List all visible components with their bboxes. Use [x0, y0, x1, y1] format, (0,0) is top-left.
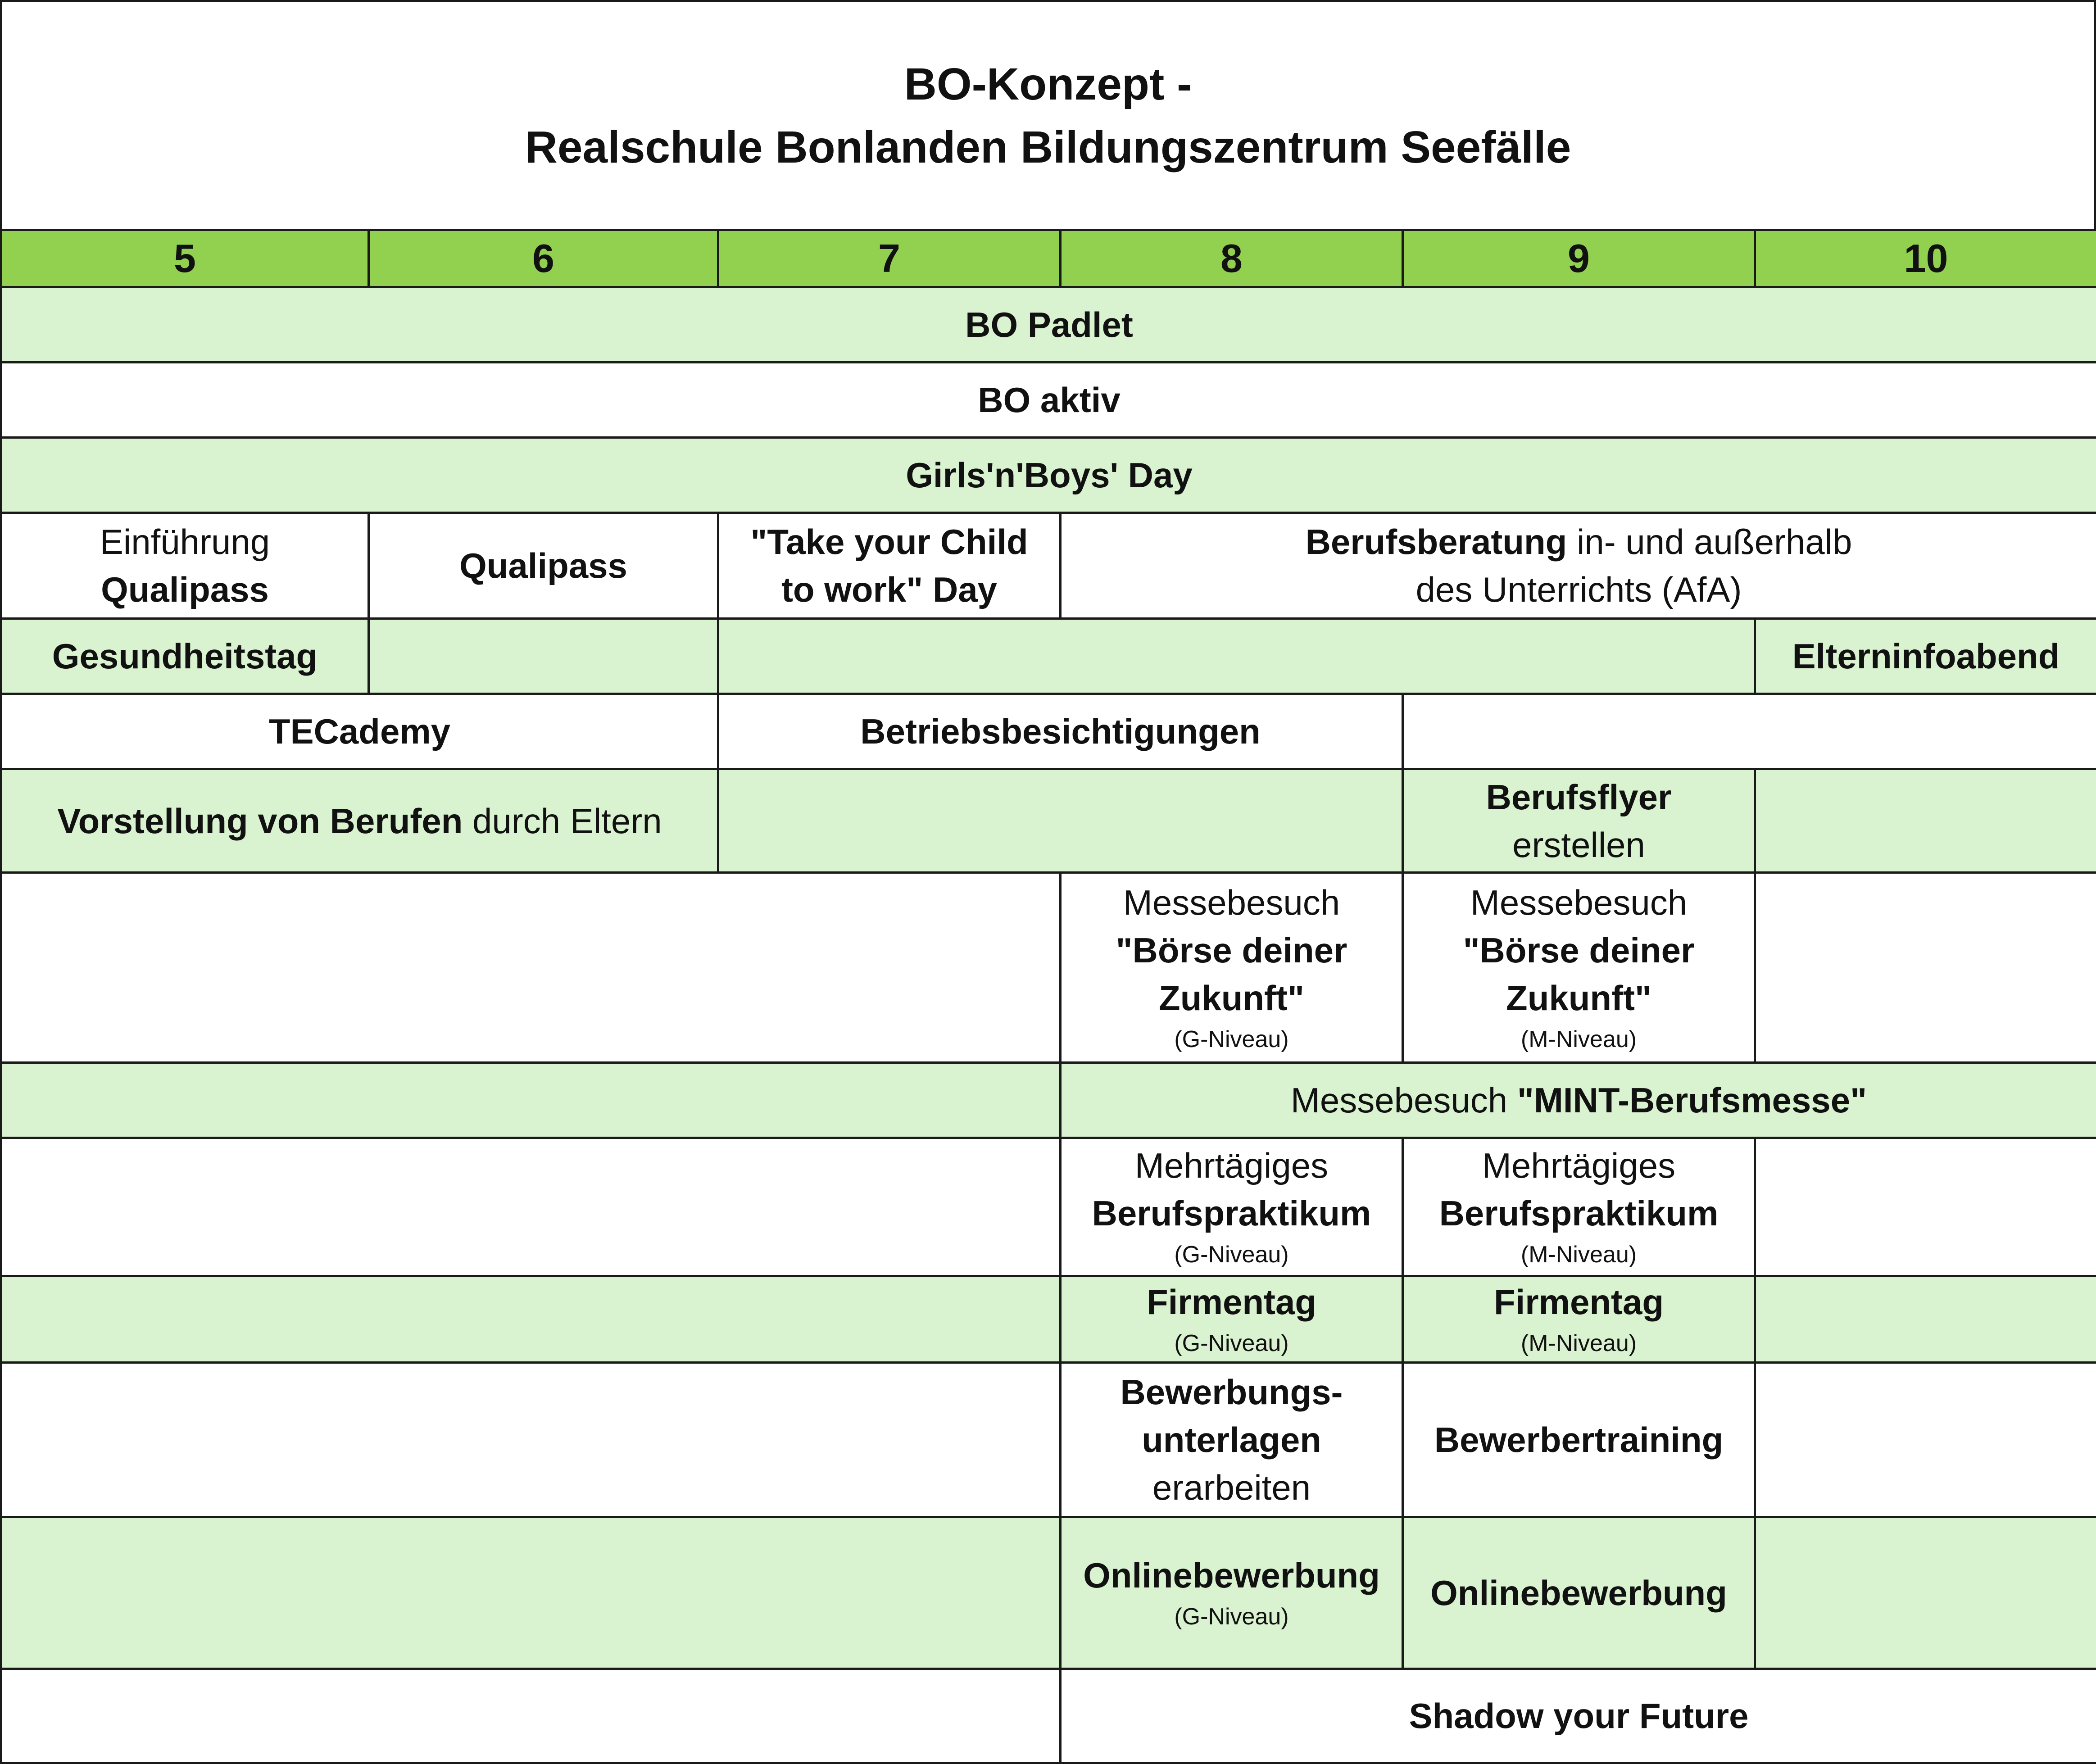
row-vorstellung: [1, 769, 2096, 873]
mint-rest: Messebesuch: [1291, 1080, 1517, 1120]
berufsberatung-line-2: des Unterrichts (AfA): [1070, 566, 2088, 613]
firmentag-m-level: (M-Niveau): [1412, 1326, 1746, 1361]
empty-cell: [718, 619, 1755, 694]
vorstellung-cell: [1, 769, 718, 873]
row-bewerbung: [1, 1363, 2096, 1517]
praktikum-m-line-2: Berufspraktikum: [1412, 1189, 1746, 1237]
vorstellung-bold: Vorstellung von Berufen: [57, 801, 463, 841]
empty-cell: [1, 1363, 1061, 1517]
onlinebewerbung-g-label: Onlinebewerbung: [1070, 1551, 1393, 1599]
empty-cell: [1, 1138, 1061, 1276]
row-mint: [1, 1063, 2096, 1138]
empty-cell: [1, 873, 1061, 1063]
praktikum-m-cell: [1403, 1138, 1755, 1276]
firmentag-g-label: Firmentag: [1070, 1278, 1393, 1326]
vorstellung-rest: durch Eltern: [463, 801, 662, 841]
take-your-child-cell: [718, 513, 1061, 619]
empty-cell: [1755, 873, 2096, 1063]
bewerbertraining-cell: Bewerbertraining: [1403, 1363, 1755, 1517]
row-girls-boys-day: [1, 438, 2096, 513]
gesundheitstag-cell: Gesundheitstag: [1, 619, 369, 694]
row-berufspraktikum: [1, 1138, 2096, 1276]
praktikum-g-cell: [1061, 1138, 1403, 1276]
praktikum-g-line-2: Berufspraktikum: [1070, 1189, 1393, 1237]
messe-g-cell: [1061, 873, 1403, 1063]
grade-10-header: 10: [1755, 230, 2096, 287]
praktikum-m-line-1: Mehrtägiges: [1412, 1142, 1746, 1189]
shadow-your-future-cell: Shadow your Future: [1061, 1669, 2096, 1763]
girls-boys-day-cell: Girls'n'Boys' Day: [1, 438, 2096, 513]
row-gesundheitstag: [1, 619, 2096, 694]
firmentag-m-label: Firmentag: [1412, 1278, 1746, 1326]
firmentag-g-level: (G-Niveau): [1070, 1326, 1393, 1361]
take-child-line-2: to work" Day: [727, 566, 1051, 613]
page-title: [0, 0, 2096, 229]
row-qualipass: [1, 513, 2096, 619]
take-child-line-1: "Take your Child: [727, 518, 1051, 566]
row-bo-aktiv: [1, 363, 2096, 438]
mint-cell: [1061, 1063, 2096, 1138]
einfuehrung-qualipass-cell: [1, 513, 369, 619]
grade-header-row: [1, 230, 2096, 287]
onlinebewerbung-g-cell: [1061, 1517, 1403, 1669]
row-bo-padlet: [1, 287, 2096, 363]
title-line-2: Realschule Bonlanden Bildungszentrum Seefälle: [525, 116, 1571, 179]
messe-m-line-3: Zukunft": [1412, 974, 1746, 1022]
empty-cell: [1755, 1363, 2096, 1517]
row-messebesuch-boerse: [1, 873, 2096, 1063]
messe-g-line-2: "Börse deiner: [1070, 926, 1393, 974]
messe-m-line-1: Messebesuch: [1412, 879, 1746, 926]
einfuehrung-line: Einführung: [10, 518, 359, 566]
row-tecademy: [1, 694, 2096, 769]
messe-m-cell: [1403, 873, 1755, 1063]
berufsberatung-bold: Berufsberatung: [1306, 522, 1567, 562]
onlinebewerbung-m-cell: Onlinebewerbung: [1403, 1517, 1755, 1669]
row-onlinebewerbung: [1, 1517, 2096, 1669]
empty-cell: [1755, 1517, 2096, 1669]
title-line-1: BO-Konzept -: [904, 53, 1192, 116]
empty-cell: [1, 1276, 1061, 1363]
praktikum-g-level: (G-Niveau): [1070, 1237, 1393, 1272]
qualipass-cell: Qualipass: [369, 513, 718, 619]
praktikum-g-line-1: Mehrtägiges: [1070, 1142, 1393, 1189]
berufsberatung-cell: [1061, 513, 2096, 619]
empty-cell: [718, 769, 1403, 873]
grade-8-header: 8: [1061, 230, 1403, 287]
einfuehrung-qualipass-line: Qualipass: [10, 566, 359, 613]
praktikum-m-level: (M-Niveau): [1412, 1237, 1746, 1272]
berufsberatung-rest: in- und außerhalb: [1567, 522, 1852, 562]
grade-5-header: 5: [1, 230, 369, 287]
bewerbungsunterlagen-cell: [1061, 1363, 1403, 1517]
tecademy-cell: TECademy: [1, 694, 718, 769]
bo-concept-table: [0, 229, 2096, 1764]
messe-g-level: (G-Niveau): [1070, 1022, 1393, 1057]
empty-cell: [1403, 694, 2096, 769]
grade-9-header: 9: [1403, 230, 1755, 287]
empty-cell: [1755, 769, 2096, 873]
row-firmentag: [1, 1276, 2096, 1363]
betriebsbesichtigungen-cell: Betriebsbesichtigungen: [718, 694, 1403, 769]
bewerbung-line-3: erarbeiten: [1070, 1464, 1393, 1511]
messe-m-level: (M-Niveau): [1412, 1022, 1746, 1057]
bo-padlet-cell: BO Padlet: [1, 287, 2096, 363]
messe-m-line-2: "Börse deiner: [1412, 926, 1746, 974]
grade-6-header: 6: [369, 230, 718, 287]
empty-cell: [1755, 1138, 2096, 1276]
empty-cell: [1755, 1276, 2096, 1363]
mint-bold: "MINT-Berufsmesse": [1517, 1080, 1867, 1120]
grade-7-header: 7: [718, 230, 1061, 287]
bewerbung-line-2: unterlagen: [1070, 1416, 1393, 1464]
elterninfoabend-cell: Elterninfoabend: [1755, 619, 2096, 694]
firmentag-g-cell: [1061, 1276, 1403, 1363]
bewerbung-line-1: Bewerbungs-: [1070, 1368, 1393, 1416]
empty-cell: [1, 1517, 1061, 1669]
berufsflyer-line-2: erstellen: [1412, 821, 1746, 869]
messe-g-line-3: Zukunft": [1070, 974, 1393, 1022]
onlinebewerbung-g-level: (G-Niveau): [1070, 1599, 1393, 1634]
berufsflyer-cell: [1403, 769, 1755, 873]
firmentag-m-cell: [1403, 1276, 1755, 1363]
empty-cell: [1, 1669, 1061, 1763]
row-shadow: [1, 1669, 2096, 1763]
bo-aktiv-cell: BO aktiv: [1, 363, 2096, 438]
messe-g-line-1: Messebesuch: [1070, 879, 1393, 926]
empty-cell: [1, 1063, 1061, 1138]
empty-cell: [369, 619, 718, 694]
berufsflyer-line-1: Berufsflyer: [1412, 773, 1746, 821]
